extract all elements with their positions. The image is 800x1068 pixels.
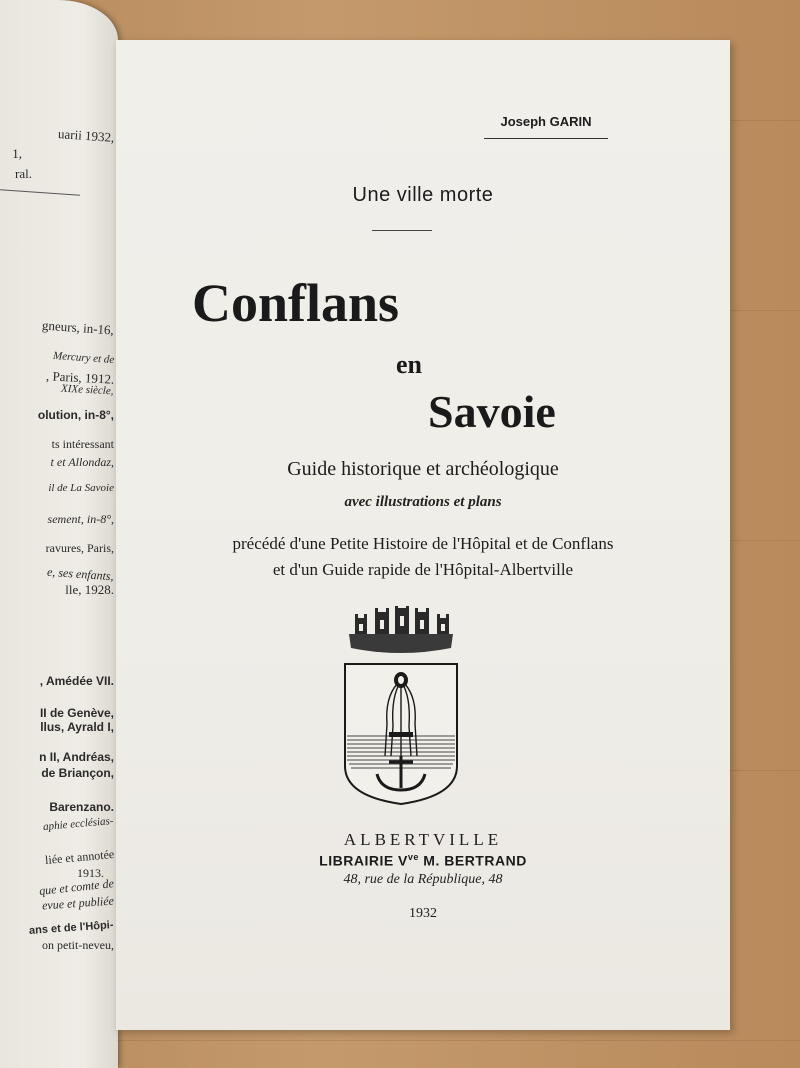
left-page-line: , Amédée VII. [39, 674, 114, 688]
subtitle-rule [372, 230, 432, 231]
left-page-line: 1913. [77, 866, 104, 880]
left-page-line: 1, [12, 146, 22, 161]
left-page-line: olution, in-8°, [37, 408, 114, 422]
author-underline [484, 138, 608, 139]
preceded-line-2: et d'un Guide rapide de l'Hôpital-Albertville [272, 560, 574, 579]
left-page-line: sement, in-8°, [47, 512, 114, 526]
left-page-line: uarii 1932, [57, 126, 115, 145]
left-page-line: lle, 1928. [65, 582, 114, 597]
left-page-line: t et Allondaz, [50, 455, 114, 469]
book-title-line-2: en [396, 350, 422, 379]
left-page-line: ravures, Paris, [45, 541, 114, 555]
coat-of-arms-icon [341, 606, 461, 806]
preceded-line-1: précédé d'une Petite Histoire de l'Hôpital et de Conflans [232, 534, 614, 553]
left-page-line: II de Genève, [39, 706, 114, 720]
left-page-line: , Paris, 1912. [45, 368, 115, 387]
publisher-address: 48, rue de la République, 48 [343, 872, 503, 887]
left-page-line: de Briançon, [41, 766, 114, 780]
author-name: Joseph GARIN [500, 114, 592, 129]
left-page-line: aphie ecclésias- [43, 814, 115, 834]
book-subtitle: Une ville morte [352, 184, 494, 206]
left-page-line: ts intéressant [51, 437, 114, 451]
left-page-line: e, ses enfants, [46, 564, 115, 584]
left-page-line: ans et de l'Hôpi- [29, 919, 115, 937]
left-page-line: ral. [15, 166, 32, 181]
book-title-line-1: Conflans [192, 273, 400, 333]
left-page-line: XIXe siècle, [61, 382, 115, 398]
publisher-name: LIBRAIRIE $V^{ve}$ M. BERTRAND [319, 852, 527, 869]
left-page-line: llus, Ayrald I, [40, 720, 114, 734]
publisher-city: ALBERTVILLE [343, 830, 503, 849]
left-page-rule [0, 189, 80, 196]
left-page-line: n II, Andréas, [39, 750, 114, 764]
publication-year: 1932 [409, 906, 437, 921]
left-page-line: evue et publiée [41, 893, 115, 913]
left-page-line: il de La Savoie [48, 482, 114, 494]
left-page-line: Barenzano. [49, 800, 114, 814]
left-page-line: gneurs, in-16, [41, 317, 115, 338]
left-page-line: Mercury et de [52, 349, 115, 367]
book-title-line-3: Savoie [428, 386, 556, 437]
title-page [116, 40, 730, 1030]
left-page-line: que et comte de [38, 876, 115, 898]
left-page-line: liée et annotée [44, 847, 115, 867]
guide-description: Guide historique et archéologique [287, 458, 559, 480]
left-page-line: on petit-neveu, [42, 938, 114, 952]
opposite-page [0, 0, 118, 1068]
illustrations-note: avec illustrations et plans [344, 494, 502, 510]
